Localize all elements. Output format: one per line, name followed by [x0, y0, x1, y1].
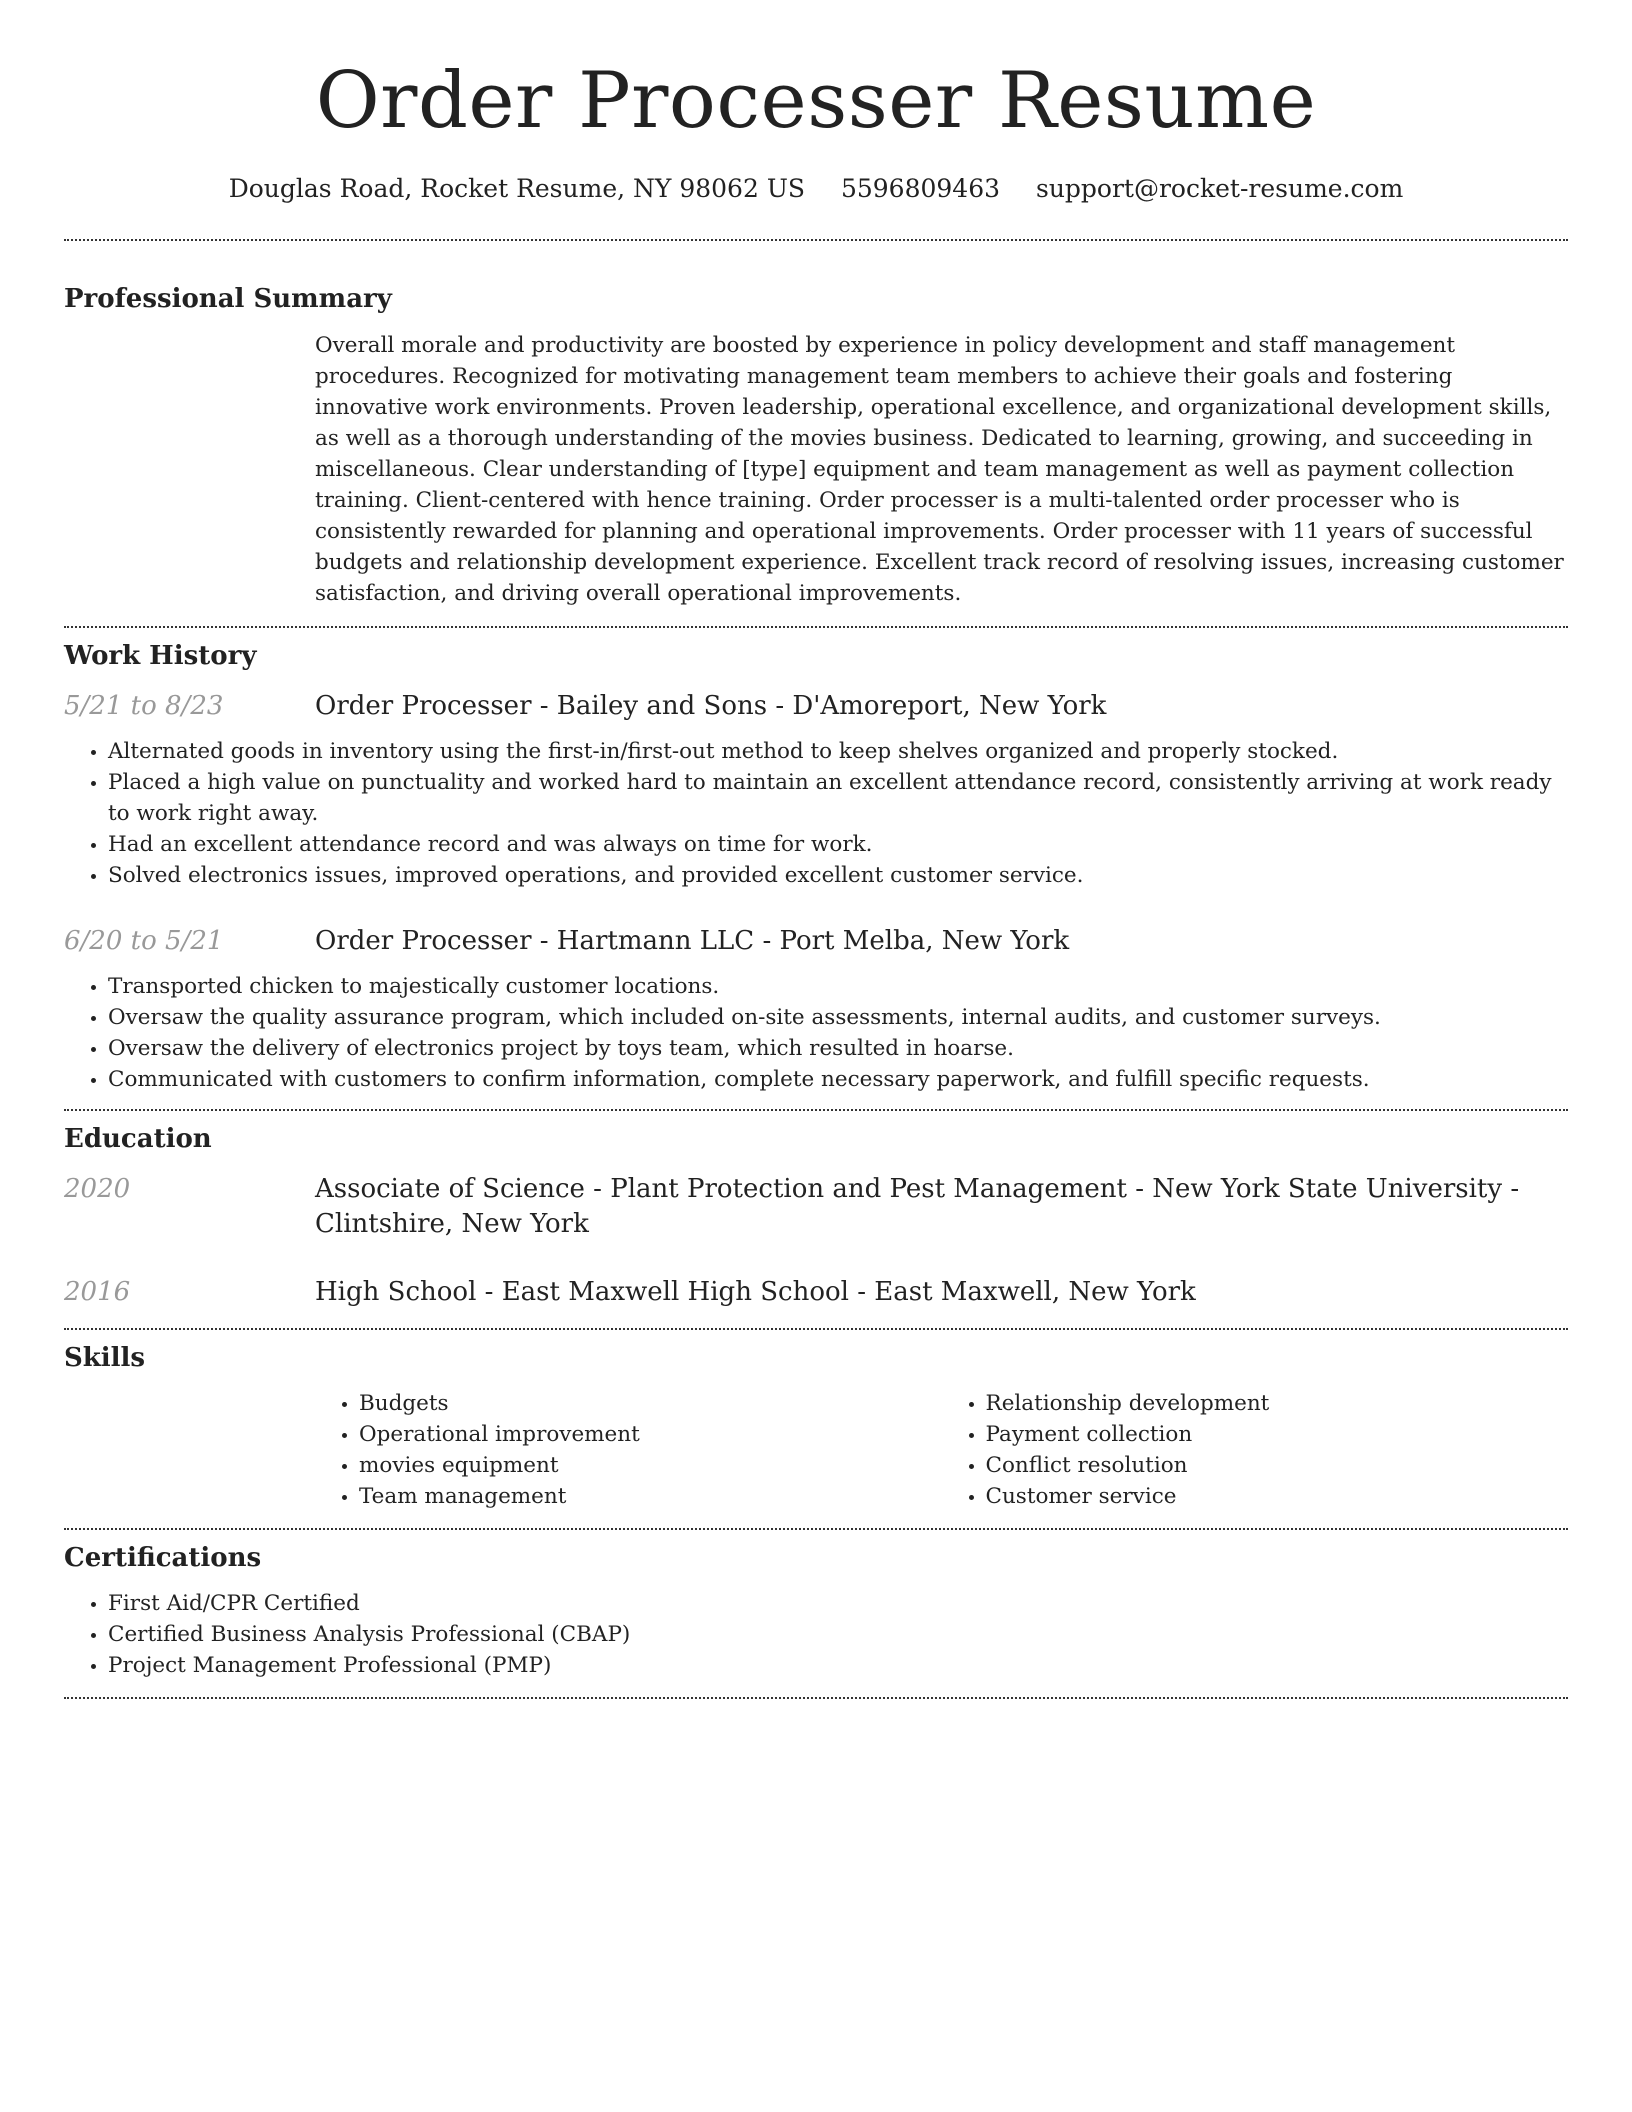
job-dates: 6/20 to 5/21 [64, 926, 224, 956]
work-history-heading: Work History [64, 641, 257, 671]
education-year: 2020 [64, 1174, 131, 1204]
contact-line [64, 176, 1568, 201]
education-heading: Education [64, 1124, 212, 1154]
divider [64, 1528, 1568, 1530]
skill-item: • Operational improvement [359, 1419, 942, 1450]
skill-item: • Payment collection [986, 1419, 1569, 1450]
list-item: • Oversaw the delivery of electronics project by toys team, which resulted in hoarse. [108, 1033, 1568, 1064]
job-bullets [64, 736, 1568, 891]
education-headline: High School - East Maxwell High School - East Maxwell, New York [315, 1277, 1196, 1307]
job-entry [64, 689, 1568, 891]
divider [64, 1697, 1568, 1699]
list-item: • Had an excellent attendance record and was always on time for work. [108, 829, 1568, 860]
skills-list-left [315, 1388, 942, 1512]
list-item: • Solved electronics issues, improved operations, and provided excellent customer service. [108, 860, 1568, 891]
certification-item: • First Aid/CPR Certified [108, 1588, 1568, 1619]
skill-item: • movies equipment [359, 1450, 942, 1481]
certification-item: • Project Management Professional (PMP) [108, 1650, 1568, 1681]
education-headline: Associate of Science - Plant Protection and Pest Management - New York State University - Clintshire, New York [315, 1174, 1520, 1239]
skills-heading: Skills [64, 1343, 146, 1373]
education-entry [64, 1172, 1568, 1242]
contact-address: Douglas Road, Rocket Resume, NY 98062 US [228, 174, 806, 203]
resume-title: Order Processer Resume [315, 56, 1317, 146]
skill-item: • Budgets [359, 1388, 942, 1419]
skill-item: • Conflict resolution [986, 1450, 1569, 1481]
divider [64, 1109, 1568, 1111]
education-entry [64, 1275, 1568, 1310]
divider [64, 626, 1568, 628]
list-item: • Transported chicken to majestically customer locations. [108, 971, 1568, 1002]
certifications-heading: Certifications [64, 1543, 262, 1573]
list-item: • Oversaw the quality assurance program, which included on-site assessments, internal audits, and customer surveys. [108, 1002, 1568, 1033]
list-item: • Communicated with customers to confirm information, complete necessary paperwork, and fulfill specific requests. [108, 1064, 1568, 1095]
certifications-list [64, 1588, 1568, 1681]
divider [64, 239, 1568, 241]
skills-columns [315, 1388, 1568, 1512]
divider [64, 1328, 1568, 1330]
skill-item: • Relationship development [986, 1388, 1569, 1419]
contact-email: support@rocket-resume.com [1035, 174, 1404, 203]
certification-item: • Certified Business Analysis Professional (CBAP) [108, 1619, 1568, 1650]
list-item: • Placed a high value on punctuality and worked hard to maintain an excellent attendance record, consistently arriving at work ready to work right away. [108, 767, 1568, 829]
skills-list-right [942, 1388, 1569, 1512]
job-bullets [64, 971, 1568, 1095]
contact-phone: 5596809463 [840, 174, 1001, 203]
education-year: 2016 [64, 1277, 131, 1307]
job-headline: Order Processer - Hartmann LLC - Port Melba, New York [315, 926, 1070, 956]
job-headline: Order Processer - Bailey and Sons - D'Amoreport, New York [315, 691, 1107, 721]
job-dates: 5/21 to 8/23 [64, 691, 224, 721]
resume-page [64, 0, 1568, 1699]
skill-item: • Customer service [986, 1481, 1569, 1512]
skill-item: • Team management [359, 1481, 942, 1512]
summary-text: Overall morale and productivity are boosted by experience in policy development and staff management procedures. Recognized for motivating management team members to achieve their goals and fostering innovative work environments. Proven leadership, operational excellence, and organizational development skills, as well as a thorough understanding of the movies business. Dedicated to learning, growing, and succeeding in miscellaneous. Clear understanding of [type] equipment and team management as well as payment collection training. Client-centered with hence training. Order processer is a multi-talented order processer who is consistently rewarded for planning and operational improvements. Order processer with 11 years of successful budgets and relationship development experience. Excellent track record of resolving issues, increasing customer satisfaction, and driving overall operational improvements. [315, 333, 1564, 606]
list-item: • Alternated goods in inventory using the first-in/first-out method to keep shelves organized and properly stocked. [108, 736, 1568, 767]
job-entry [64, 924, 1568, 1095]
summary-heading: Professional Summary [64, 284, 392, 314]
